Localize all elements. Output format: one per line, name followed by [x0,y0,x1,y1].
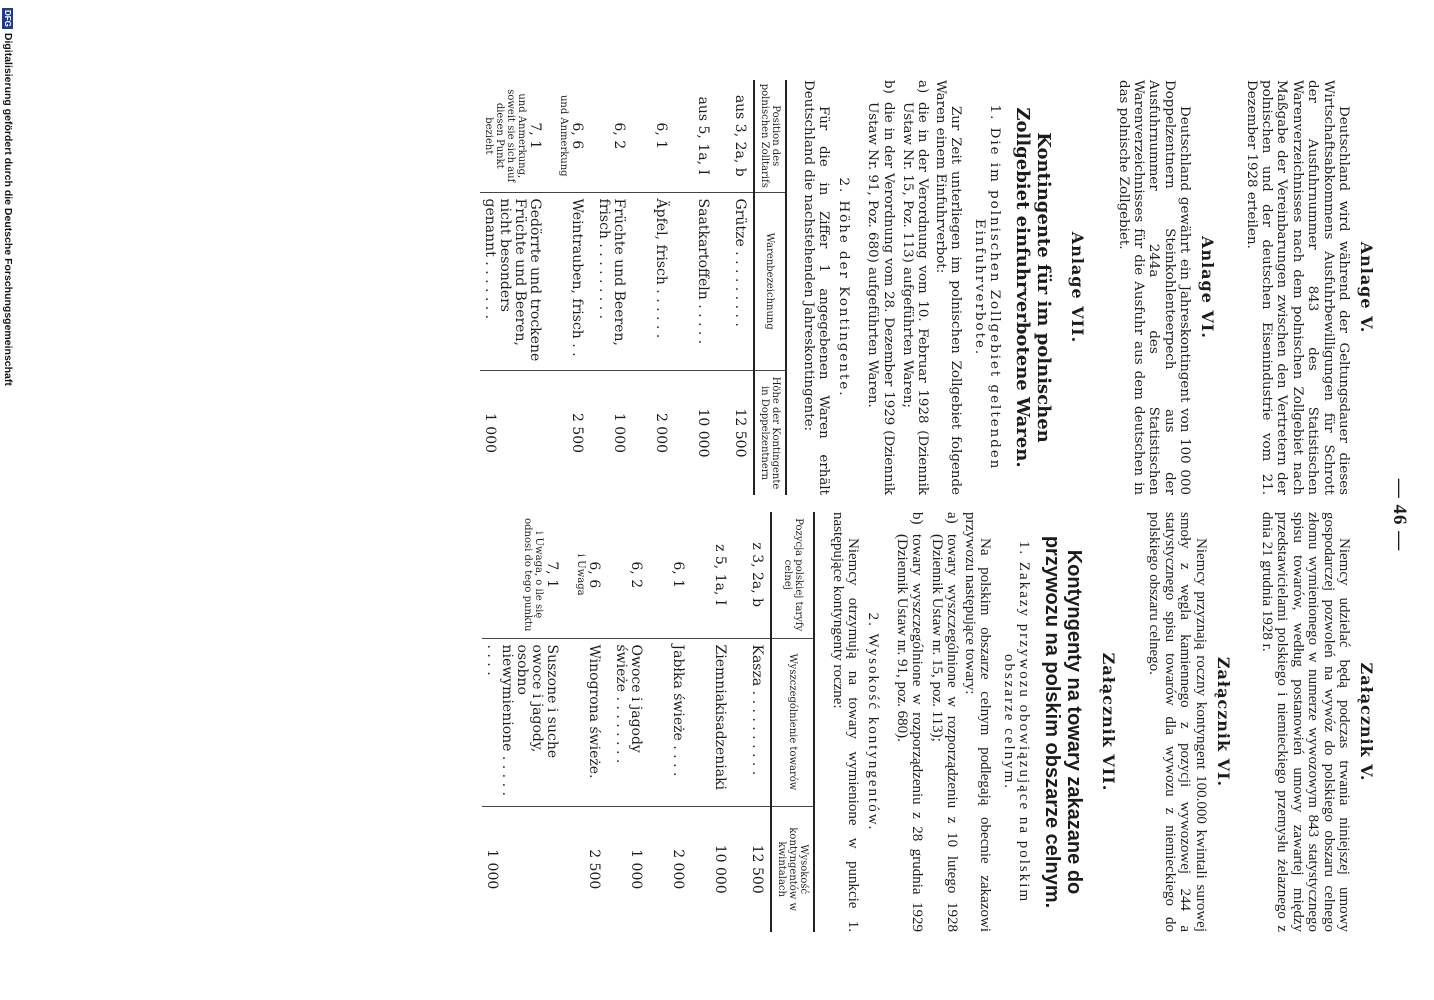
cell-position: 6, 1 [670,561,687,589]
list-item-label: b) [909,512,926,525]
table-header-quantity: Wysokość kontyngentów w kwintalach [771,806,814,932]
page-number: — 46 — [1389,478,1410,552]
annex-6-text: Niemcy przyznają roczny kontyngent 100.000 kwintali surowej smoły z węgla kamiennego z pozycji wywozowej 244 a statystycznego spisu towarów dla wywozu z niemieckiego do polskiego obszaru celnego. [1146,512,1209,932]
table-row [586,80,628,495]
table-row [628,80,670,495]
annex-7-title: Anlage VII. [1068,231,1088,344]
table-header-position: Pozycja polskiej taryfy celnej [771,512,814,638]
cell-description: Winogrona świeże. [561,638,603,806]
cell-position: aus 5, 1a, I [694,96,711,176]
table-row [729,512,771,932]
cell-quantity: 2 000 [628,370,670,495]
annex-6-text: Deutschland gewährt ein Jahreskontingent von 100 000 Doppelzentnern Steinkohlenteerpech aus der Ausfuhrnummer 244a des Statistischen Warenverzeichnisses für die Ausfuhr aus dem deutschen in das polnische Zollgebiet. [1115,80,1193,495]
polish-column [482,512,1376,932]
table-row [645,512,687,932]
section-2-text: Niemcy otrzymują na towary wymienione w punkcie 1. następujące kontyngenty roczne: [829,512,862,932]
cell-description: Jabłka świeże . . . . [645,638,687,806]
cell-quantity: 1 000 [603,806,645,932]
annex-6-title: Anlage VI. [1198,236,1218,339]
cell-quantity: 1 000 [482,806,561,932]
german-column [480,80,1376,495]
cell-position: aus 3, 2a, b [731,94,748,177]
cell-quantity: 2 500 [544,370,586,495]
list-item-label: a) [944,512,961,524]
cell-position: 7, 1 und Anmerkung, soweit sie sich auf diesen Punkt bezieht [482,89,543,183]
section-2-text: Für die in Ziffer 1 angegebenen Waren erhält Deutschland die nachstehenden Jahreskontingente: [801,80,832,495]
dfg-logo: DFG [3,10,13,27]
table-header-description: Wyszczególnienie towarów [771,638,814,806]
cell-description: Ziemniakisadzeniaki [687,638,729,806]
cell-description: Äpfel, frisch . . . . . . [628,192,670,370]
cell-position: z 5, 1a, I [712,544,729,606]
list-item-text: die in der Verordnung vom 28. Dezember 1929 (Dziennik Ustaw Nr. 91, Poz. 680) aufgeführten Waren. [865,102,896,495]
quota-table-german [480,80,787,495]
table-row [561,512,603,932]
cell-quantity: 12 500 [729,806,771,932]
table-row [670,80,712,495]
cell-position: 6, 1 [652,122,669,150]
list-item-a [900,80,931,495]
section-1-text: Na polskim obszarze celnym podlegają obecnie zakazowi przywozu następujące towary: [961,512,994,932]
list-item-text: die in der Verordnung vom 10. Februar 1928 (Dziennik Ustaw Nr. 15, Poz. 113) aufgeführten Waren; [900,102,931,495]
list-item-b [865,80,896,495]
cell-position: 6, 2 [628,561,645,589]
cell-quantity: 2 500 [561,806,603,932]
cell-description: Weintrauben, frisch . . [544,192,586,370]
cell-position: 6, 6 i Uwaga [575,553,603,596]
list-item-text: towary wyszczególnione w rozporządzeniu z 28 grudnia 1929 (Dziennik Ustaw nr. 91, poz. 680). [894,534,926,932]
digitization-credit-text: Digitalisierung gefördert durch die Deutsche Forschungsgemeinschaft [2,32,14,386]
cell-quantity: 1 000 [480,370,544,495]
section-1-title: 1. Zakazy przywozu obowiązujące na polskim obszarze celnym. [1000,540,1032,904]
annex-7-heading: Kontingente für im polnischen Zollgebiet einfuhrverbotene Waren. [1012,107,1055,468]
table-row [482,512,561,932]
list-item-label: b) [880,80,896,94]
cell-position: 6, 6 und Anmerkung [557,94,585,177]
section-1-text: Zur Zeit unterliegen im polnischen Zollgebiet folgende Waren einem Einfuhrverbot: [932,80,964,495]
list-item-b [894,512,925,932]
annex-7-heading: Kontyngenty na towary zakazane do przywozu na polskim obszarze celnym. [1040,535,1085,909]
annex-6-title: Załącznik VI. [1213,656,1233,788]
cell-description: Saatkartoffeln . . . . . [670,192,712,370]
cell-quantity: 1 000 [586,370,628,495]
table-row [603,512,645,932]
table-row [687,512,729,932]
section-2-title: 2. Höhe der Kontingente. [835,177,851,398]
cell-position: z 3, 2a, b [749,542,766,608]
quota-table-polish [482,512,815,932]
table-header-position: Position des polnischen Zolltarifs [754,80,786,192]
table-row [480,80,544,495]
cell-description: Grütze . . . . . . . . . [712,192,754,370]
digitization-credit [2,8,14,386]
annex-7-title: Załącznik VII. [1098,652,1118,792]
cell-quantity: 10 000 [687,806,729,932]
list-item-a [929,512,960,932]
cell-description: Früchte und Beeren, frisch . . . . . . . . . [586,192,628,370]
annex-5-text: Deutschland wird während der Geltungsdauer dieses Wirtschaftsabkommens Ausfuhrbewilligungen für Schrott der Ausfuhrnummer 843 des Statistischen Warenverzeichnisses nach dem polnischen Zollgebiet nach Maßgabe der Vereinbarungen zwischen den Vertretern der polnischen und der deutschen Eisenindustrie vom 21. Dezember 1928 erteilen. [1243,80,1351,495]
annex-5-title: Załącznik V. [1357,662,1376,782]
cell-description: Suszone i suche owoce i jagody, osobno niewymienione . . . . . . . . . [482,638,561,806]
list-item-text: towary wyszczególnione w rozporządzeniu z 10 lutego 1928 (Dziennik Ustaw nr. 15, poz. 113); [928,534,961,932]
table-row [544,80,586,495]
cell-position: 6, 2 [610,122,627,150]
cell-description: Owoce i jagody świeże . . . . . . . . [603,638,645,806]
table-header-quantity: Höhe der Kontingente in Doppelzentnern [754,370,786,495]
section-2-title: 2. Wysokość kontyngentów. [864,612,881,832]
cell-quantity: 12 500 [712,370,754,495]
table-row [712,80,754,495]
cell-quantity: 10 000 [670,370,712,495]
list-item-label: a) [915,80,931,94]
table-header-description: Warenbezeichnung [754,192,786,370]
annex-5-title: Anlage V. [1357,241,1376,334]
cell-position: 7, 1 i Uwaga, o ile się odnosi do tego punktu [522,518,561,632]
cell-description: Kasza . . . . . . . . . . [729,638,771,806]
section-1-title: 1. Die im polnischen Zollgebiet geltenden Einfuhrverbote. [971,104,1003,471]
annex-5-text: Niemcy udzielać będą podczas trwania niniejszej umowy gospodarczej pozwoleń na wywóz do polskiego obszaru celnego złomu wymienionego w numerze wywozowym 843 statystycznego spisu towarów, według postanowień umowy zawartej między przedstawicielami polskiego i niemieckiego przemysłu żelaznego z dnia 21 grudnia 1928 r. [1258,512,1352,932]
cell-quantity: 2 000 [645,806,687,932]
cell-description: Gedörrte und trockene Früchte und Beeren, nicht besonders genannt . . . . . . . [480,192,544,370]
